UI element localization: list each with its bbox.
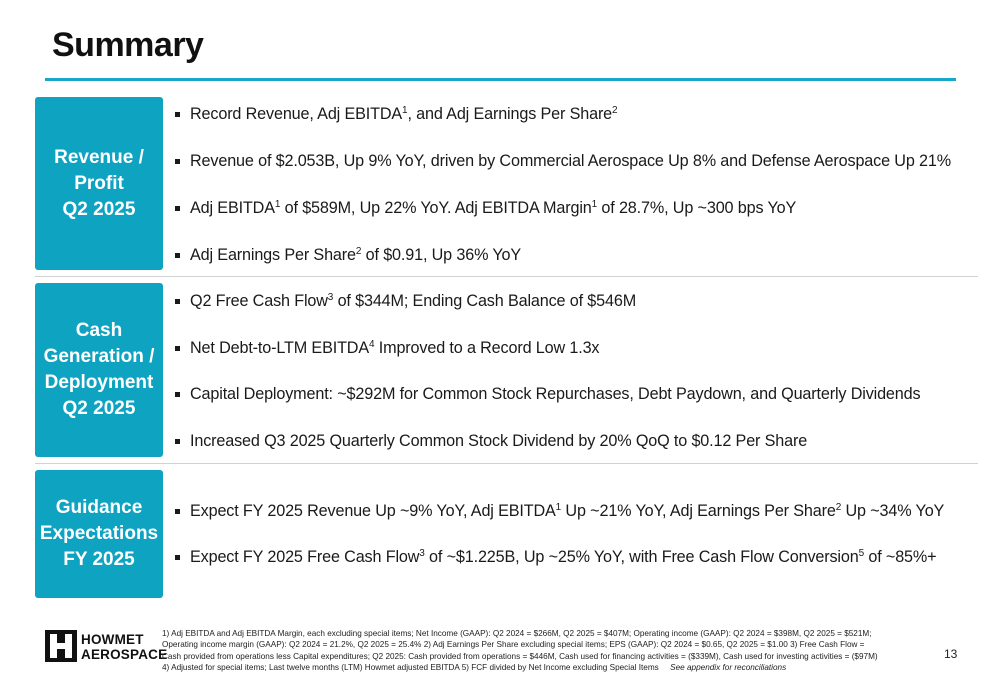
- bullet-item: Expect FY 2025 Revenue Up ~9% YoY, Adj EBITDA$^1$ Up ~21% YoY, Adj Earnings Per Share$^2$ Up ~34% YoY: [175, 502, 978, 521]
- logo-line-2: AEROSPACE: [81, 647, 168, 662]
- section-label: Cash Generation / Deployment Q2 2025: [35, 283, 163, 457]
- bullet-item: Net Debt-to-LTM EBITDA$^4$ Improved to a Record Low 1.3x: [175, 339, 978, 358]
- footnote-ref: 1: [591, 199, 598, 210]
- logo-line-1: HOWMET: [81, 632, 144, 647]
- page-number: 13: [944, 647, 958, 661]
- footnote-ref: 1: [274, 199, 281, 210]
- logo-wordmark: [81, 632, 167, 662]
- footnote-line: Operating income margin (GAAP): Q2 2024 = 21.2%, Q2 2025 = 25.4% 2) Adj Earnings Per Share excluding special items; EPS (GAAP): Q2 2024 = $0.65, Q2 2025 = $1.00 3) Free Cash Flow =: [162, 640, 865, 650]
- section-divider: [35, 463, 978, 464]
- company-logo: [45, 630, 168, 670]
- footnote-line: 1) Adj EBITDA and Adj EBITDA Margin, each excluding special items; Net Income (GAAP): Q2 2024 = $266M, Q2 2025 = $407M; Operating income (GAAP): Q2 2024 = $398M, Q2 2025 = $521M;: [162, 629, 872, 638]
- section-cash-generation: [35, 283, 978, 457]
- page-title: Summary: [52, 26, 204, 64]
- section-divider: [35, 276, 978, 277]
- bullet-item: Revenue of $2.053B, Up 9% YoY, driven by Commercial Aerospace Up 8% and Defense Aerospace Up 21%: [175, 152, 978, 171]
- footnote-ref: 2: [612, 105, 618, 116]
- footnote-line: Cash provided from operations less Capital expenditures; Q2 2025: Cash provided from operations = $446M, Cash used for financing activities = ($339M), Cash used for investing activities = ($97M): [162, 651, 878, 661]
- footnotes: [162, 628, 922, 674]
- section-label: Guidance Expectations FY 2025: [35, 470, 163, 598]
- bullet-item: Expect FY 2025 Free Cash Flow$^3$ of ~$1.225B, Up ~25% YoY, with Free Cash Flow Conversion$^5$ of ~85%+: [175, 548, 978, 567]
- title-underline: [45, 78, 956, 81]
- bullet-item: Q2 Free Cash Flow$^3$ of $344M; Ending Cash Balance of $546M: [175, 292, 978, 311]
- footnote-ref: 3: [419, 548, 425, 559]
- footnote-ref: 3: [327, 292, 334, 303]
- howmet-h-logo-icon: [45, 630, 77, 662]
- appendix-reference: See appendix for reconciliations: [670, 663, 787, 673]
- footnote-line: [162, 662, 922, 673]
- bullet-item: Increased Q3 2025 Quarterly Common Stock Dividend by 20% QoQ to $0.12 Per Share: [175, 432, 978, 451]
- section-label: Revenue / Profit Q2 2025: [35, 97, 163, 270]
- bullet-item: Capital Deployment: ~$292M for Common Stock Repurchases, Debt Paydown, and Quarterly Dividends: [175, 385, 978, 404]
- bullet-item: Record Revenue, Adj EBITDA$^1$, and Adj Earnings Per Share$^2$: [175, 105, 978, 124]
- footnote-ref: 1: [555, 502, 562, 513]
- footnote-ref: 2: [355, 246, 362, 257]
- footnote-ref: 5: [858, 548, 864, 559]
- footnote-ref: 2: [835, 502, 842, 513]
- section-guidance: [35, 470, 978, 598]
- bullet-item: Adj Earnings Per Share$^2$ of $0.91, Up 36% YoY: [175, 246, 978, 265]
- footnote-text: 4) Adjusted for special items; Last twelve months (LTM) Howmet adjusted EBITDA 5) FCF divided by Net Income excluding Special Items: [162, 663, 659, 673]
- footnote-ref: 1: [402, 105, 408, 116]
- section-revenue-profit: [35, 97, 978, 270]
- footnote-ref: 4: [369, 339, 375, 350]
- bullet-item: Adj EBITDA$^1$ of $589M, Up 22% YoY. Adj EBITDA Margin$^1$ of 28.7%, Up ~300 bps YoY: [175, 199, 978, 218]
